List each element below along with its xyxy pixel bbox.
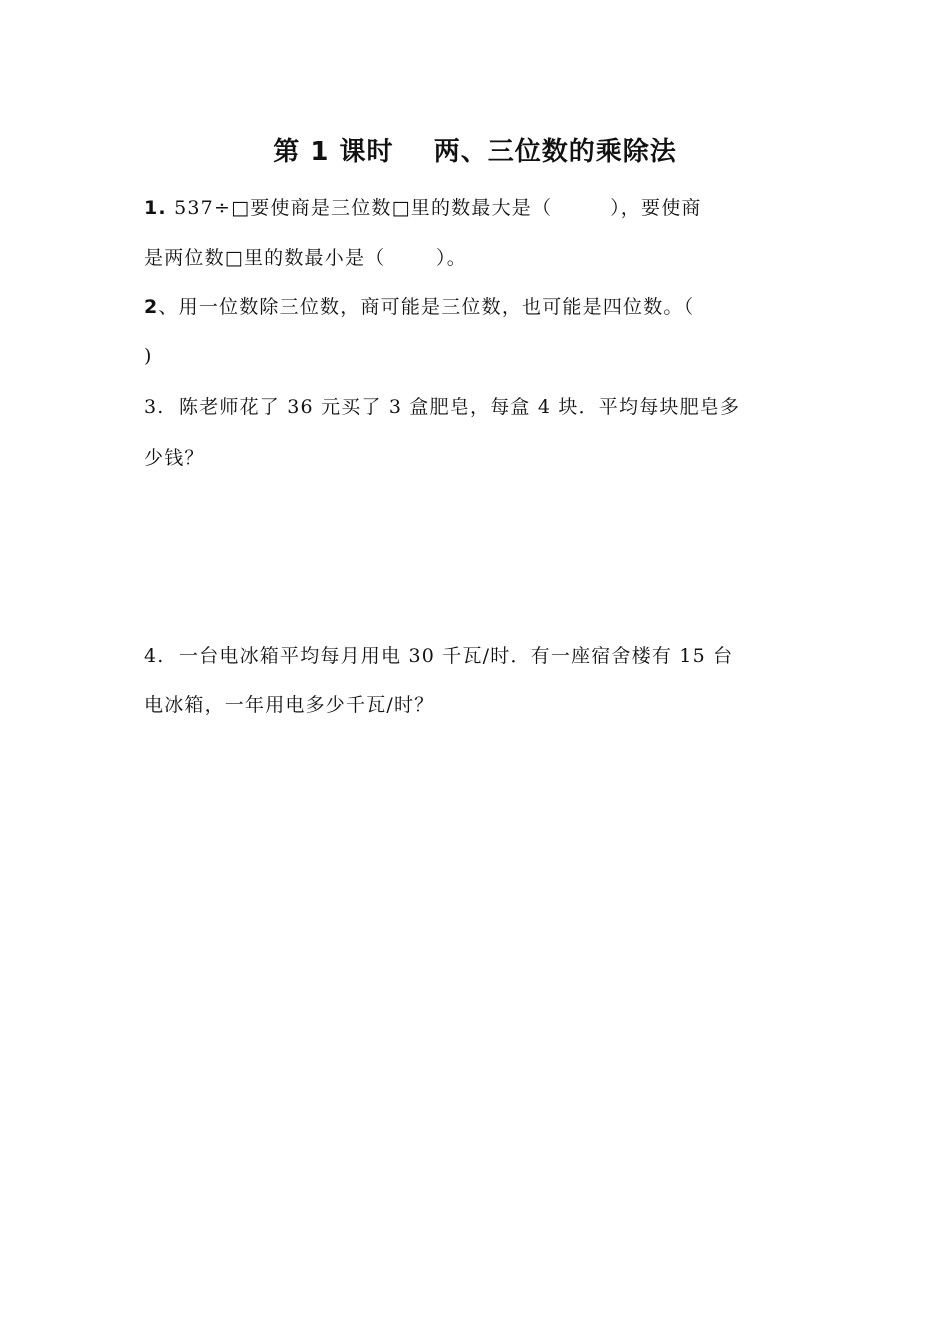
question-2-number: 2 <box>144 296 159 318</box>
question-1-number: 1. <box>144 197 167 219</box>
question-4-line-2: 电冰箱，一年用电多少千瓦/时？ <box>144 694 435 716</box>
question-1-line-1 <box>144 193 814 223</box>
question-2-line-1 <box>144 292 814 322</box>
question-2-text-1: 、用一位数除三位数，商可能是三位数，也可能是四位数。（ <box>158 296 695 318</box>
question-4-line-1: 4. 一台电冰箱平均每月用电 30 千瓦/时．有一座宿舍楼有 15 台 <box>144 645 734 667</box>
question-3-line-2: 少钱？ <box>144 447 205 469</box>
question-2-line-2: ) <box>144 345 153 367</box>
question-1-text-1: 537÷□要使商是三位数□里的数最大是（ ），要使商 <box>166 197 702 219</box>
page-title: 第 1 课时 两、三位数的乘除法 <box>273 137 677 167</box>
question-3-line-1: 3. 陈老师花了 36 元买了 3 盒肥皂，每盒 4 块．平均每块肥皂多 <box>144 396 741 418</box>
question-1-line-2: 是两位数□里的数最小是（ ）。 <box>144 247 467 269</box>
